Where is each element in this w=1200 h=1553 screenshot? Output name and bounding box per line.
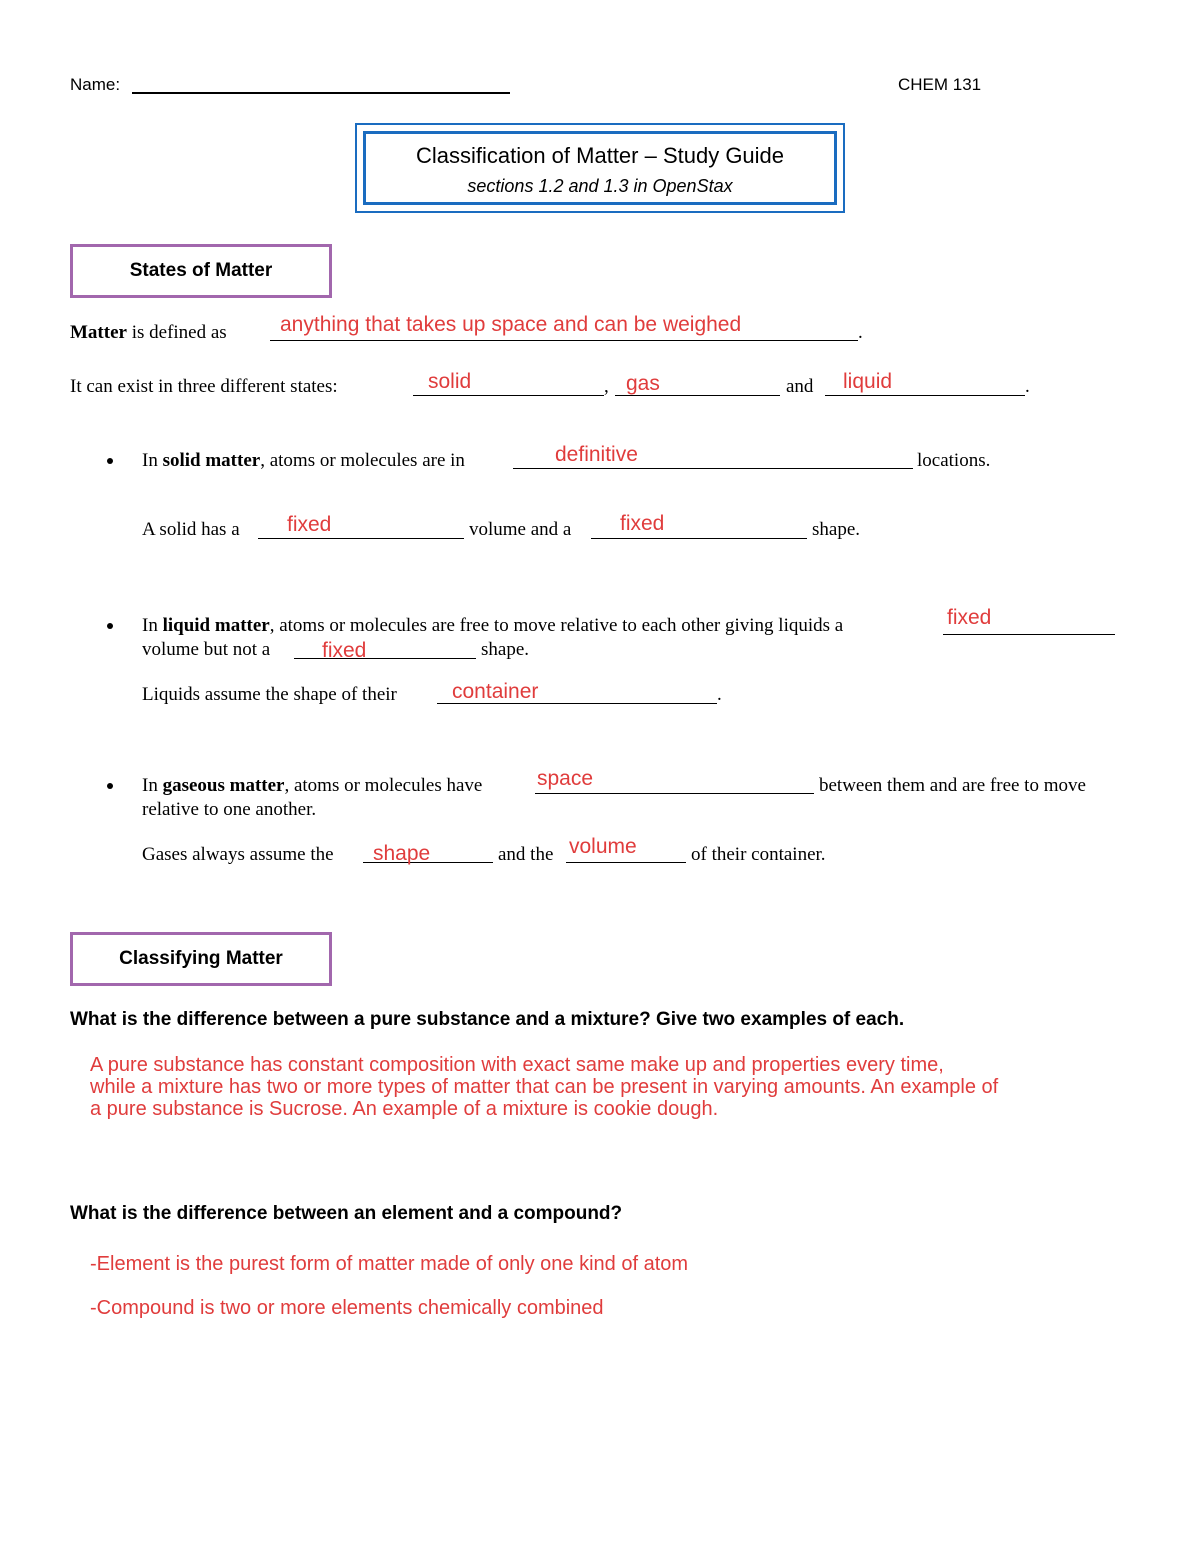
page-subtitle: sections 1.2 and 1.3 in OpenStax: [467, 176, 733, 196]
gas-volume-answer: volume: [569, 835, 637, 858]
liquid-container-prompt: Liquids assume the shape of their: [142, 684, 397, 705]
solid-shape-answer: fixed: [620, 512, 665, 535]
gas-prompt: In gaseous matter, atoms or molecules have: [142, 775, 483, 796]
state1-field[interactable]: [413, 395, 604, 396]
gas-volume-field[interactable]: [566, 862, 686, 863]
solid-post: locations.: [917, 450, 991, 471]
section-heading-classifying-label: Classifying Matter: [119, 948, 283, 969]
question-element-vs-compound: What is the difference between an element and a compound?: [70, 1203, 623, 1224]
state2-answer: gas: [626, 372, 660, 395]
matter-definition-prompt: Matter is defined as: [70, 322, 227, 343]
solid-location-answer: definitive: [555, 443, 638, 466]
gas-post-line3: of their container.: [691, 844, 826, 865]
liquid-shape-answer: fixed: [322, 639, 367, 662]
answer-element: -Element is the purest form of matter made of only one kind of atom: [90, 1253, 689, 1275]
solid-location-field[interactable]: [513, 468, 913, 469]
solid-shape-prompt: volume and a: [469, 519, 572, 540]
page-title: Classification of Matter – Study Guide: [415, 143, 785, 168]
section-heading-states: [70, 244, 332, 298]
solid-volume-field[interactable]: [258, 538, 464, 539]
gas-post: between them and are free to move: [819, 775, 1086, 796]
solid-shape-field[interactable]: [591, 538, 807, 539]
solid-volume-prompt: A solid has a: [142, 519, 240, 540]
answer-pure-vs-mixture-line1: A pure substance has constant composition with exact same make up and properties every time,: [90, 1054, 944, 1076]
liquid-volume-answer: fixed: [947, 606, 992, 629]
gas-shape-answer: shape: [373, 842, 431, 865]
liquid-prompt: In liquid matter, atoms or molecules are free to move relative to each other giving liquids a: [142, 615, 844, 636]
bullet-solid: [107, 458, 113, 464]
section-heading-states-label: States of Matter: [129, 260, 273, 281]
bullet-gas: [107, 783, 113, 789]
state3-field[interactable]: [825, 395, 1025, 396]
liquid-volume-field[interactable]: [943, 634, 1115, 635]
solid-prompt: In solid matter, atoms or molecules are in: [142, 450, 465, 471]
answer-compound: -Compound is two or more elements chemically combined: [90, 1297, 604, 1319]
name-label: Name:: [70, 75, 121, 94]
name-field[interactable]: [132, 92, 510, 94]
matter-definition-field[interactable]: [270, 340, 858, 341]
gas-space-field[interactable]: [535, 793, 814, 794]
question-pure-vs-mixture: What is the difference between a pure substance and a mixture? Give two examples of each.: [70, 1009, 905, 1030]
gas-space-answer: space: [537, 767, 594, 790]
section-heading-classifying: [70, 932, 332, 986]
period: .: [1025, 376, 1030, 397]
period: .: [717, 684, 722, 705]
course-label: CHEM 131: [898, 75, 982, 94]
liquid-shape-post: shape.: [481, 639, 530, 660]
liquid-container-answer: container: [452, 680, 539, 703]
state3-answer: liquid: [843, 370, 893, 393]
state1-answer: solid: [428, 370, 472, 393]
gas-shape-prompt: Gases always assume the: [142, 844, 334, 865]
states-prompt: It can exist in three different states:: [70, 376, 338, 397]
gas-line2: relative to one another.: [142, 799, 317, 820]
and-text: and: [786, 376, 814, 397]
bullet-liquid: [107, 623, 113, 629]
matter-definition-answer: anything that takes up space and can be weighed: [280, 313, 742, 336]
liquid-shape-prompt: volume but not a: [142, 639, 271, 660]
gas-volume-prompt: and the: [498, 844, 554, 865]
period: .: [858, 322, 863, 343]
answer-pure-vs-mixture-line2: while a mixture has two or more types of matter that can be present in varying amounts. An example of: [90, 1076, 999, 1098]
comma: ,: [604, 376, 609, 397]
answer-pure-vs-mixture-line3: a pure substance is Sucrose. An example of a mixture is cookie dough.: [90, 1098, 719, 1120]
solid-shape-post: shape.: [812, 519, 861, 540]
solid-volume-answer: fixed: [287, 513, 332, 536]
